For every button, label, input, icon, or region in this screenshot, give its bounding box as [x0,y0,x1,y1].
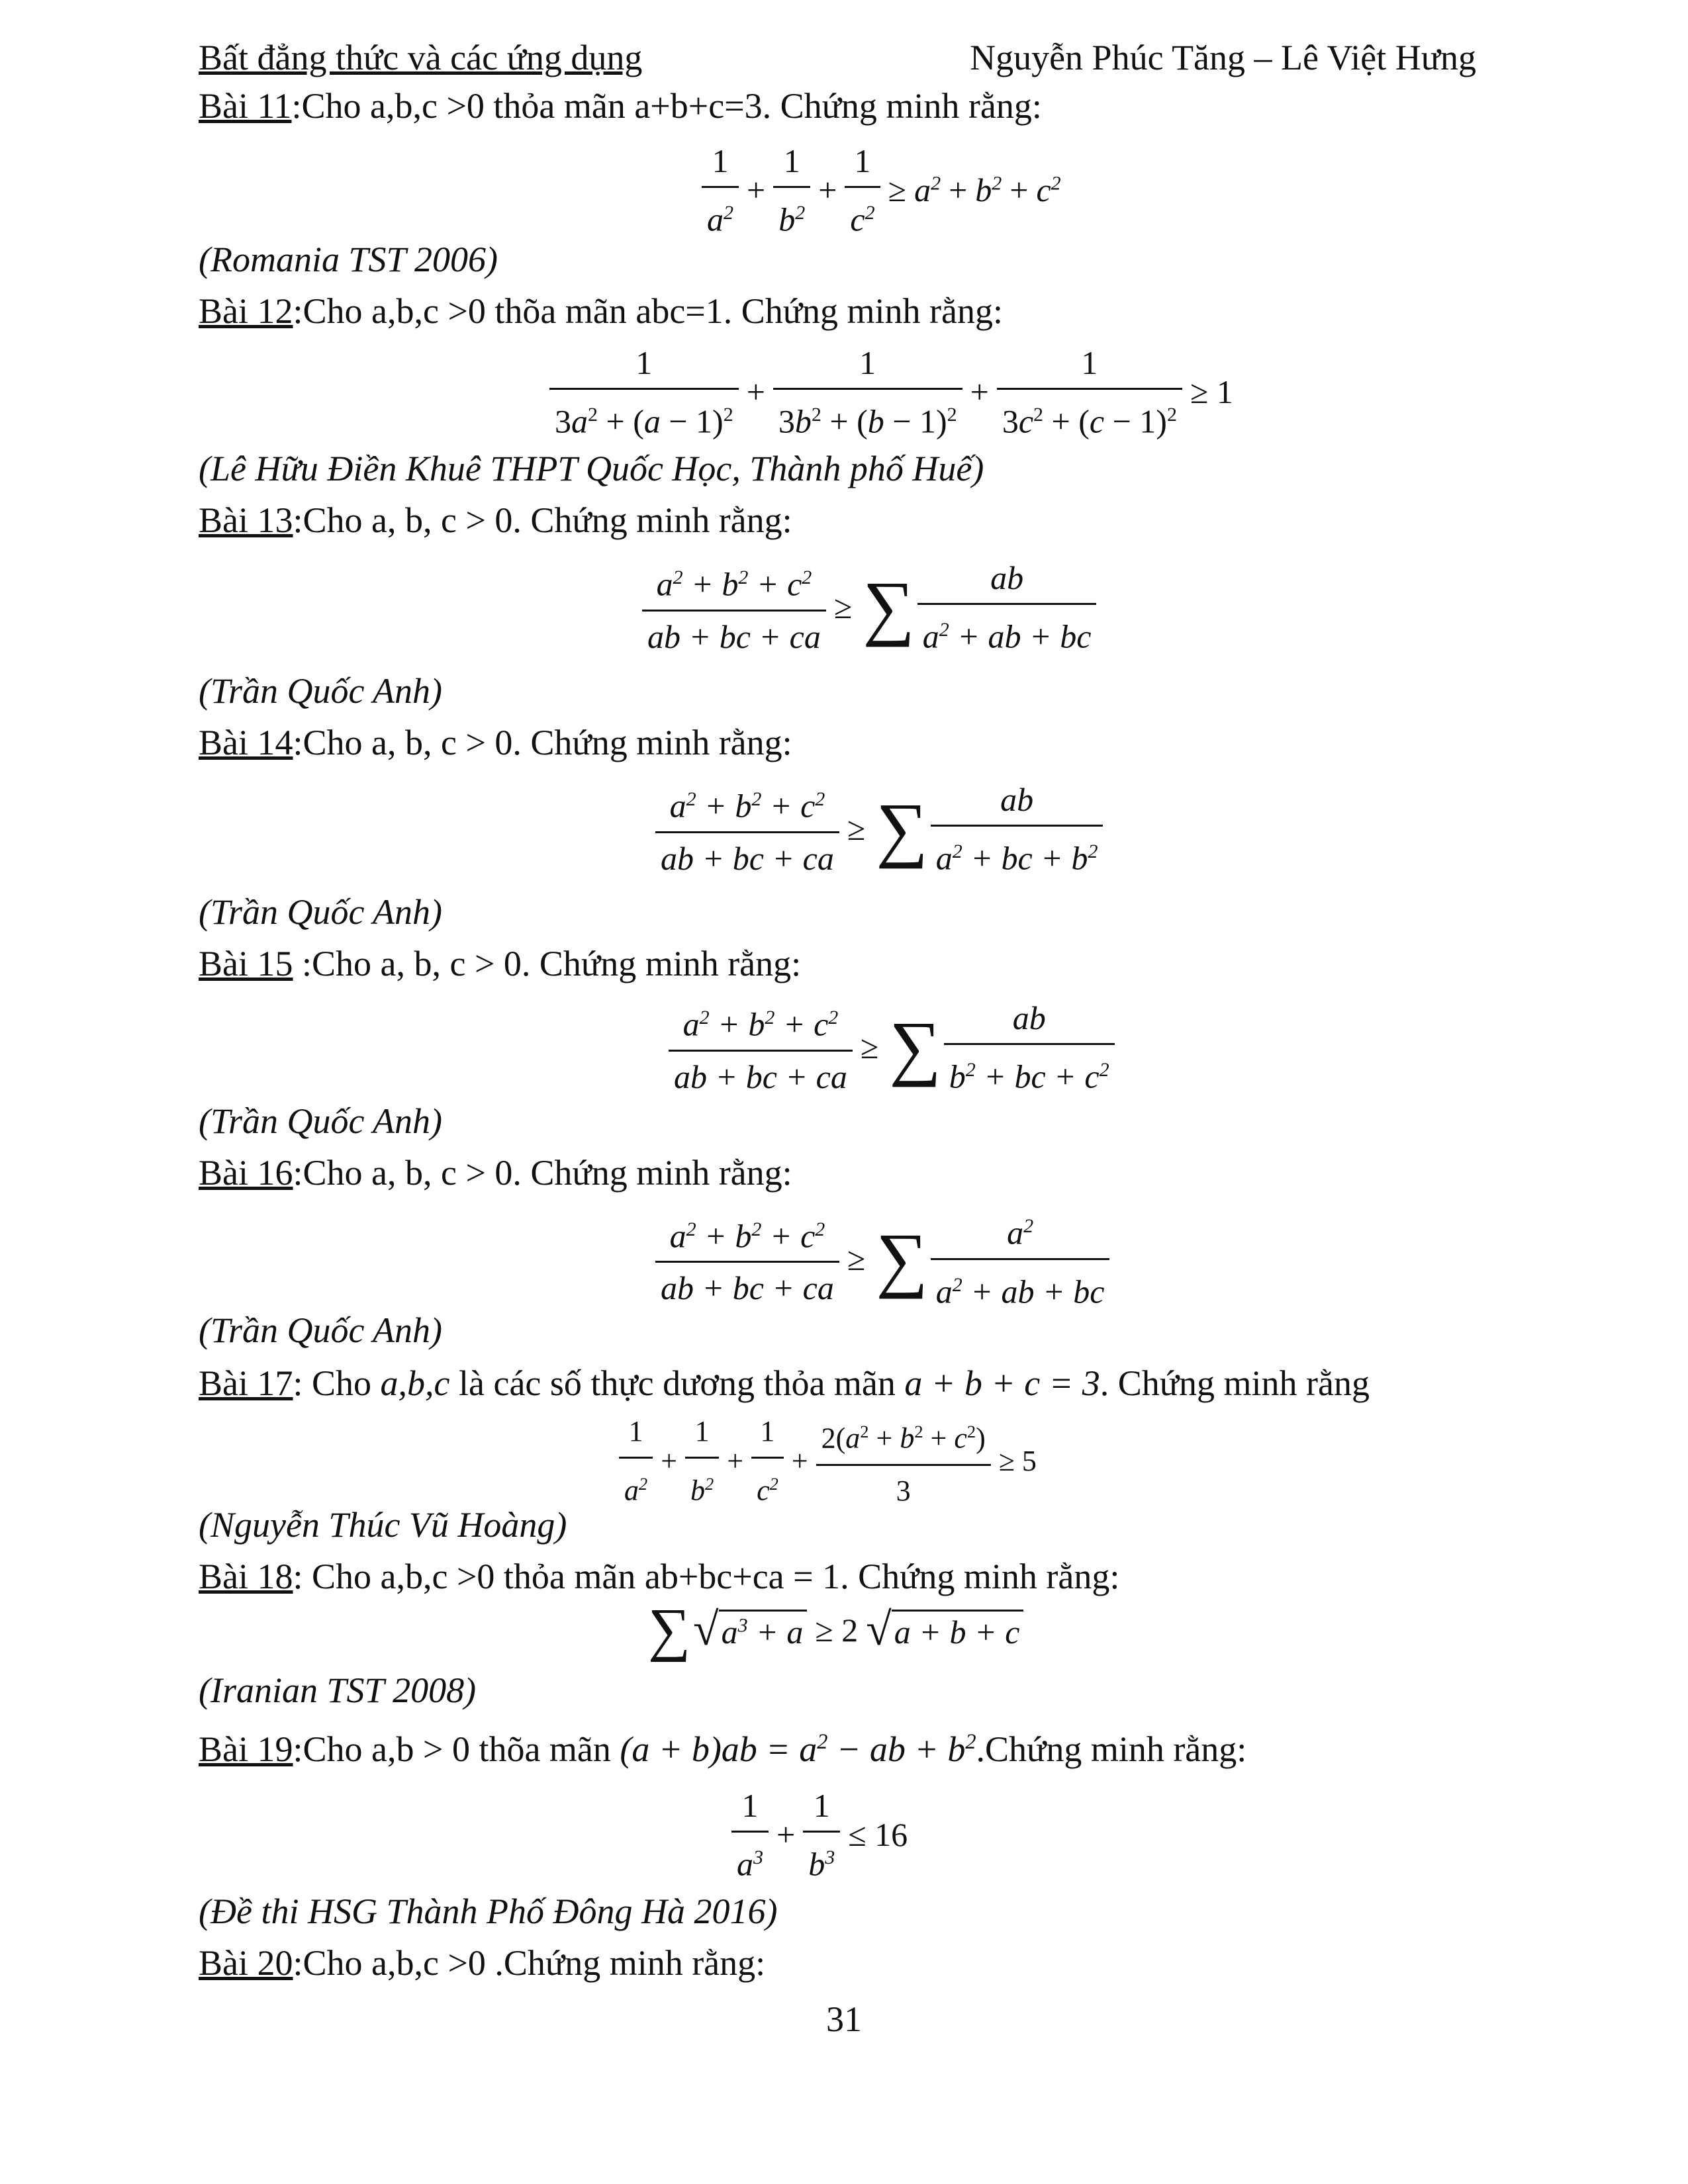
problem-12-statement: Bài 12:Cho a,b,c >0 thõa mãn abc=1. Chứng minh rằng: [199,291,1003,331]
problem-label: Bài 13 [199,500,293,540]
page-header [199,37,1476,83]
problem-15-source: (Trần Quốc Anh) [199,1101,443,1141]
problem-14-source: (Trần Quốc Anh) [199,892,443,932]
problem-16-formula: $\frac{a^2 + b^2 + c^2}{ab + bc + ca}$ ≥ ∑ $\frac{a^2}{a^2 + ab + bc}$ [655,1201,1109,1316]
problem-19-statement: Bài 19:Cho a,b > 0 thõa mãn $(a + b)ab = a^2$ − ab + $b^2.Chứng$ minh rằng: [199,1729,1247,1769]
problem-15-statement: Bài 15 :Cho a, b, c > 0. Chứng minh rằng: [199,944,802,983]
problem-17-statement: Bài 17: Cho a,b,c là các số thực dương thỏa mãn a + b + c = 3. Chứng minh rằng [199,1363,1370,1403]
problem-label: Bài 20 [199,1943,293,1983]
problem-label: Bài 18 [199,1557,293,1596]
problem-16-source: (Trần Quốc Anh) [199,1310,443,1350]
problem-19-formula: $\frac{1}{a^3}$ + $\frac{1}{b^3}$ ≤ 16 [731,1780,915,1889]
problem-13-statement: Bài 13:Cho a, b, c > 0. Chứng minh rằng: [199,500,792,540]
problem-11-formula: $\frac{1}{a^2}$ + $\frac{1}{b^2}$ + $\frac{1}{c^2}$ ≥ $a^2$ + $b^2$ + $c^2$ [702,136,1061,245]
problem-17-formula: $\frac{1}{a^2}$ + $\frac{1}{b^2}$ + $\frac{1}{c^2}$ + $\frac{2(a^2 + b^2 + c^2)}{3}$ ≥ 5 [619,1406,1045,1516]
header-authors: Nguyễn Phúc Tăng – Lê Việt Hưng [970,38,1476,77]
problem-18-source: (Iranian TST 2008) [199,1670,477,1710]
problem-label: Bài 15 [199,944,293,983]
problem-label: Bài 16 [199,1153,293,1193]
problem-14-statement: Bài 14:Cho a, b, c > 0. Chứng minh rằng: [199,723,792,762]
problem-15-formula: $\frac{a^2 + b^2 + c^2}{ab + bc + ca}$ ≥ ∑ $\frac{ab}{b^2 + bc + c^2}$ [669,993,1115,1102]
problem-13-source: (Trần Quốc Anh) [199,671,443,711]
problem-label: Bài 14 [199,723,293,762]
problem-20-statement: Bài 20:Cho a,b,c >0 .Chứng minh rằng: [199,1943,766,1983]
problem-17-source: (Nguyễn Thúc Vũ Hoàng) [199,1505,567,1545]
problem-13-formula: $\frac{a^2 + b^2 + c^2}{ab + bc + ca}$ ≥ ∑ $\frac{ab}{a^2 + ab + bc}$ [642,553,1096,662]
problem-12-source: (Lê Hữu Điền Khuê THPT Quốc Học, Thành phố Huế) [199,449,984,488]
problem-label: Bài 19 [199,1729,293,1769]
problem-19-source: (Đề thi HSG Thành Phố Đông Hà 2016) [199,1891,778,1931]
problem-12-formula: $\frac{1}{3a^2 + (a - 1)^2}$ + $\frac{1}{3b^2 + (b - 1)^2}$ + $\frac{1}{3c^2 + (c - 1)^2}$ ≥ 1 [549,338,1241,447]
problem-11-statement: Bài 11:Cho a,b,c >0 thỏa mãn a+b+c=3. Chứng minh rằng: [199,86,1042,126]
header-title: Bất đẳng thức và các ứng dụng [199,38,643,77]
problem-14-formula: $\frac{a^2 + b^2 + c^2}{ab + bc + ca}$ ≥ ∑ $\frac{ab}{a^2 + bc + b^2}$ [655,774,1103,884]
problem-label: Bài 11 [199,86,292,126]
problem-11-source: (Romania TST 2006) [199,240,498,279]
problem-label: Bài 17 [199,1363,293,1403]
problem-18-formula: ∑ √ $a^3 + a$ ≥ 2 √ a + b + c [645,1600,1023,1660]
problem-18-statement: Bài 18: Cho a,b,c >0 thỏa mãn ab+bc+ca = 1. Chứng minh rằng: [199,1557,1120,1596]
problem-label: Bài 12 [199,291,293,331]
page-number: 31 [826,1999,862,2039]
problem-19-condition: $(a + b)ab = a^2$ − ab + $b^2$ [620,1729,976,1769]
problem-16-statement: Bài 16:Cho a, b, c > 0. Chứng minh rằng: [199,1153,792,1193]
